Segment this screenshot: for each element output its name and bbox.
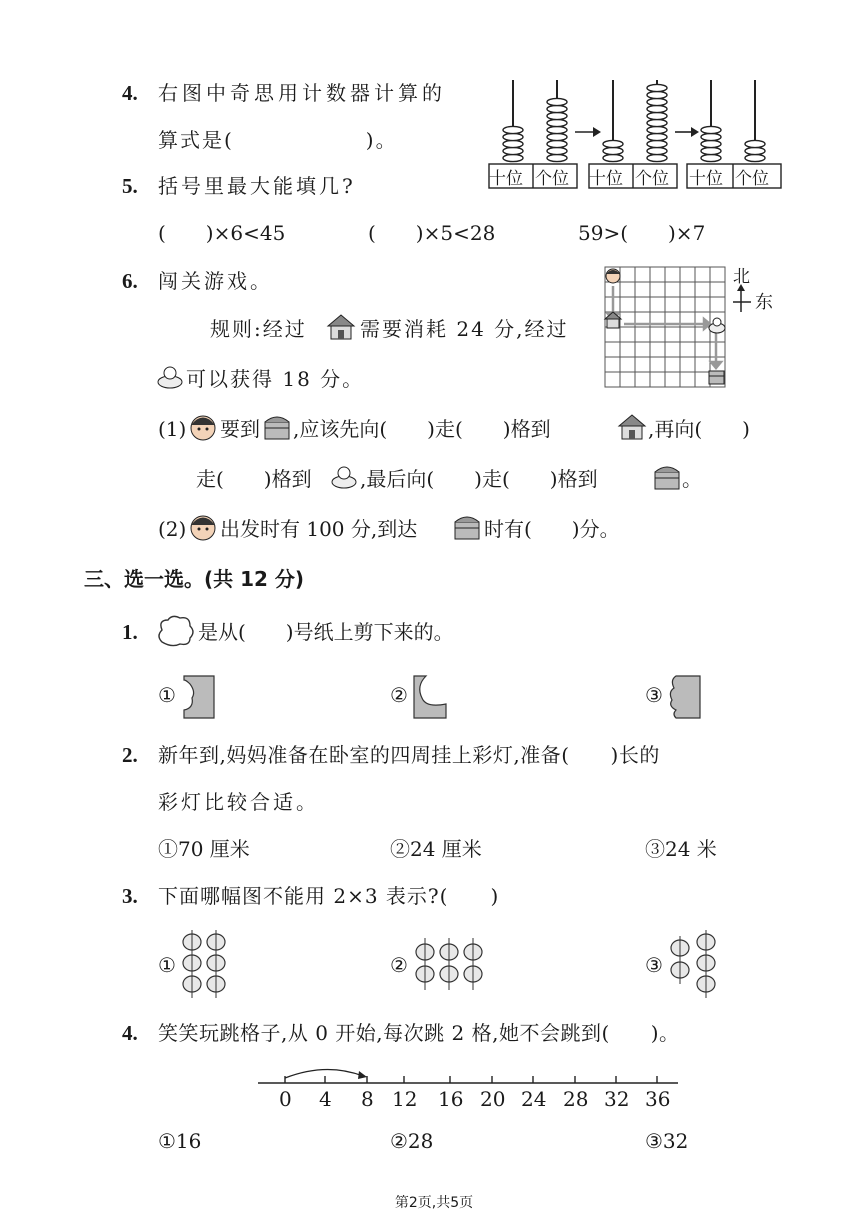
treasure-icon xyxy=(652,462,682,492)
tick-label-8: 8 xyxy=(361,1087,374,1111)
house-icon xyxy=(617,412,647,442)
c3-text[interactable]: 下面哪幅图不能用 2×3 表示?( ) xyxy=(158,884,500,908)
q5-number: 5. xyxy=(122,174,138,198)
cloud-shape-icon xyxy=(156,614,196,648)
treasure-icon xyxy=(452,512,482,542)
c1-text[interactable]: 是从( )号纸上剪下来的。 xyxy=(198,620,454,644)
q6-part2-text-c[interactable]: 时有( )分。 xyxy=(484,517,620,541)
page-number: 第2页,共5页 xyxy=(394,1195,474,1211)
q6-part2-text-b: 出发时有 100 分,到达 xyxy=(220,517,418,541)
q6-part1-line2-b[interactable]: ,最后向( )走( )格到 xyxy=(360,467,598,491)
q6-rule-a: 规则:经过 xyxy=(210,317,307,341)
c4-option-3[interactable]: ③32 xyxy=(645,1129,689,1153)
q6-part1-text-c[interactable]: ,应该先向( )走( )格到 xyxy=(293,417,551,441)
c2-option-2[interactable]: ②24 厘米 xyxy=(390,837,482,861)
arrow-head-icon xyxy=(358,1071,367,1079)
tick-label-24: 24 xyxy=(521,1087,547,1111)
c4-option-1[interactable]: ①16 xyxy=(158,1129,202,1153)
q6-part1-line2-c: 。 xyxy=(682,467,702,491)
c3-option-2-lanterns[interactable] xyxy=(412,934,490,994)
bonus-icon xyxy=(709,318,725,333)
treasure-icon xyxy=(709,371,724,384)
q6-part1-label: (1) xyxy=(158,417,187,441)
c3-option-1-lanterns[interactable] xyxy=(180,928,230,1000)
tick-label-36: 36 xyxy=(645,1087,671,1111)
house-icon xyxy=(326,312,356,342)
q6-text: 闯关游戏。 xyxy=(158,269,273,293)
q6-part1-text-d[interactable]: ,再向( ) xyxy=(648,417,750,441)
c1-option-3-label[interactable]: ③ xyxy=(645,683,663,707)
c4-number: 4. xyxy=(122,1021,138,1045)
c2-text-line2: 彩灯比较合适。 xyxy=(158,790,319,814)
q4-text-line1: 右图中奇思用计数器计算的 xyxy=(158,81,446,105)
abacus-label-ones-1: 个位 xyxy=(535,169,569,189)
c4-option-2[interactable]: ②28 xyxy=(390,1129,434,1153)
boy-icon xyxy=(188,512,218,542)
tick-label-28: 28 xyxy=(563,1087,589,1111)
q6-part1-text-b: 要到 xyxy=(220,417,260,441)
boy-icon xyxy=(188,412,218,442)
compass-east-label: 东 xyxy=(755,292,773,313)
c2-text-line1[interactable]: 新年到,妈妈准备在卧室的四周挂上彩灯,准备( )长的 xyxy=(158,743,660,767)
q6-part1-line2-a[interactable]: 走( )格到 xyxy=(196,467,312,491)
c1-option-2-paper[interactable] xyxy=(412,674,448,720)
tick-label-32: 32 xyxy=(604,1087,630,1111)
q6-part2-label: (2) xyxy=(158,517,187,541)
c2-option-1[interactable]: ①70 厘米 xyxy=(158,837,250,861)
bonus-icon xyxy=(156,362,184,390)
c3-option-3-label[interactable]: ③ xyxy=(645,953,663,977)
boy-icon xyxy=(606,269,620,283)
tick-label-20: 20 xyxy=(480,1087,506,1111)
c1-option-1-paper[interactable] xyxy=(182,674,216,720)
c3-option-3-lanterns[interactable] xyxy=(666,928,722,1000)
abacus-label-tens-1: 十位 xyxy=(489,169,523,189)
c3-option-1-label[interactable]: ① xyxy=(158,953,176,977)
tick-label-0: 0 xyxy=(279,1087,292,1111)
c3-option-2-label[interactable]: ② xyxy=(390,953,408,977)
game-grid xyxy=(604,266,728,390)
q5-text: 括号里最大能填几? xyxy=(158,174,356,198)
c1-option-2-label[interactable]: ② xyxy=(390,683,408,707)
abacus-label-ones-2: 个位 xyxy=(635,169,669,189)
q4-number: 4. xyxy=(122,81,138,105)
q6-rule-c: 可以获得 18 分。 xyxy=(186,367,365,391)
q6-number: 6. xyxy=(122,269,138,293)
tick-label-4: 4 xyxy=(319,1087,332,1111)
c2-option-3[interactable]: ③24 米 xyxy=(645,837,717,861)
c4-text[interactable]: 笑笑玩跳格子,从 0 开始,每次跳 2 格,她不会跳到( )。 xyxy=(158,1021,680,1045)
section-3-title: 三、选一选。(共 12 分) xyxy=(84,567,305,591)
q4-text-line2[interactable]: 算式是( )。 xyxy=(158,128,398,152)
tick-label-12: 12 xyxy=(392,1087,418,1111)
c3-number: 3. xyxy=(122,884,138,908)
c1-option-1-label[interactable]: ① xyxy=(158,683,176,707)
compass-north-label: 北 xyxy=(733,267,750,287)
c1-option-3-paper[interactable] xyxy=(668,674,702,720)
q5-item-1[interactable]: ( )×6<45 xyxy=(158,221,286,245)
abacus-label-tens-3: 十位 xyxy=(689,169,723,189)
c1-number: 1. xyxy=(122,620,138,644)
c2-number: 2. xyxy=(122,743,138,767)
tick-label-16: 16 xyxy=(438,1087,464,1111)
jump-arc xyxy=(285,1069,363,1078)
treasure-icon xyxy=(262,412,292,442)
q5-item-3[interactable]: 59>( )×7 xyxy=(578,221,706,245)
bonus-icon xyxy=(330,462,358,490)
abacus-label-ones-3: 个位 xyxy=(735,169,769,189)
q6-rule-b: 需要消耗 24 分,经过 xyxy=(360,317,569,341)
abacus-label-tens-2: 十位 xyxy=(589,169,623,189)
q5-item-2[interactable]: ( )×5<28 xyxy=(368,221,496,245)
